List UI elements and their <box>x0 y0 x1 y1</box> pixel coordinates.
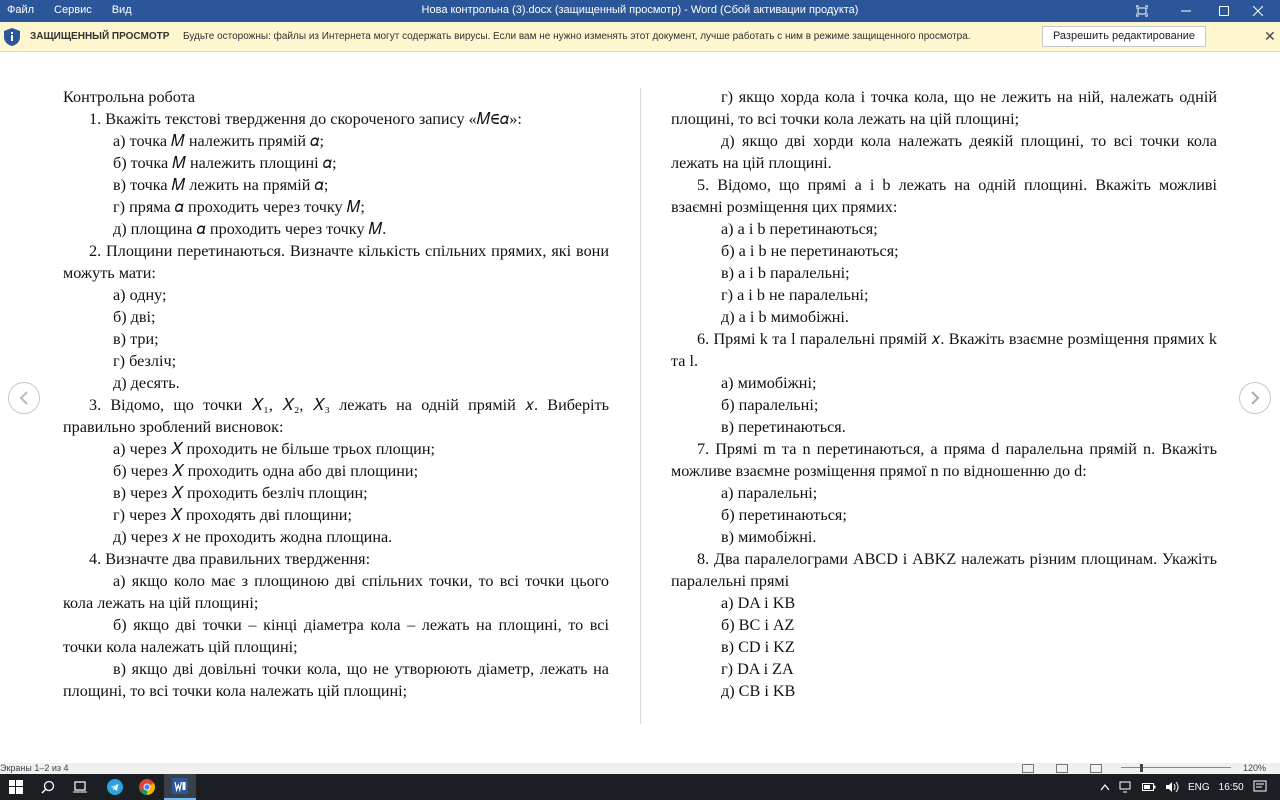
volume-icon[interactable] <box>1165 781 1179 793</box>
word-icon <box>172 778 188 794</box>
answer-option: а) DA і KB <box>721 594 796 612</box>
enable-editing-button[interactable]: Разрешить редактирование <box>1042 26 1206 47</box>
answer-option: б) BC і AZ <box>721 616 795 634</box>
menu-bar <box>0 0 142 22</box>
chrome-icon <box>139 779 155 795</box>
question-paragraph: 7. Прямі m та n перетинаються, а пряма d паралельна прямій n. Вкажіть можливе взаємне розміщення прямої n по відношенню до d: <box>671 440 1217 480</box>
menu-file[interactable]: Файл <box>7 4 35 16</box>
answer-option: г) безліч; <box>113 352 177 370</box>
menu-view[interactable]: Вид <box>111 4 132 16</box>
answer-option: г) якщо хорда кола і точка кола, що не лежить на ній, належать одній площині, то всі точки кола лежать на цій площині; <box>671 88 1217 128</box>
answer-option: б) точка 𝑀 належить площині 𝛼; <box>113 154 337 172</box>
notifications-icon[interactable] <box>1253 780 1267 794</box>
start-button[interactable] <box>0 774 32 800</box>
protected-view-bar <box>0 22 1280 52</box>
answer-option: а) одну; <box>113 286 167 304</box>
answer-option: а) паралельні; <box>721 484 818 502</box>
question-paragraph: 2. Площини перетинаються. Визначте кількість спільних прямих, які вони можуть мати: <box>63 242 609 282</box>
protected-view-title: ЗАЩИЩЕННЫЙ ПРОСМОТР <box>30 31 170 42</box>
zoom-level[interactable]: 120% <box>1243 763 1267 773</box>
answer-option: г) a і b не паралельні; <box>721 286 869 304</box>
zoom-slider-thumb[interactable] <box>1140 764 1143 772</box>
answer-option: б) через 𝑋 проходить одна або дві площини; <box>113 462 419 480</box>
taskbar-chrome[interactable] <box>131 774 163 800</box>
window-title: Нова контрольна (3).docx (защищенный просмотр) - Word (Сбой активации продукта) <box>421 4 859 16</box>
question-paragraph: 8. Два паралелограми ABCD і ABKZ належать різним площинам. Укажіть паралельні прямі <box>671 550 1217 590</box>
answer-option: а) a і b перетинаються; <box>721 220 878 238</box>
answer-option: б) a і b не перетинаються; <box>721 242 899 260</box>
answer-option: д) a і b мимобіжні. <box>721 308 849 326</box>
print-layout-icon[interactable] <box>1056 764 1068 773</box>
maximize-icon <box>1219 6 1229 16</box>
task-view-button[interactable] <box>64 774 96 800</box>
answer-option: в) три; <box>113 330 159 348</box>
language-indicator[interactable]: ENG <box>1188 781 1210 793</box>
column-divider <box>640 88 641 724</box>
menu-tools[interactable]: Сервис <box>54 4 92 16</box>
taskbar-word[interactable] <box>164 774 196 800</box>
answer-option: д) якщо дві хорди кола належать деякій площині, то всі точки кола лежать на цій площині. <box>671 132 1217 172</box>
document-area <box>0 53 1280 763</box>
battery-icon[interactable] <box>1142 782 1156 792</box>
layout-icon <box>1136 5 1148 17</box>
close-icon <box>1253 6 1263 16</box>
view-mode-buttons <box>1022 764 1102 773</box>
answer-option: в) точка 𝑀 лежить на прямій 𝛼; <box>113 176 329 194</box>
protected-view-message: Будьте осторожны: файлы из Интернета могут содержать вирусы. Если вам не нужно изменять этот документ, лучше работать с ним в режиме защищенного просмотра. <box>183 31 971 42</box>
minimize-icon <box>1181 6 1191 16</box>
answer-option: в) CD і KZ <box>721 638 795 656</box>
read-mode-icon[interactable] <box>1022 764 1034 773</box>
answer-option: б) паралельні; <box>721 396 819 414</box>
answer-option: а) мимобіжні; <box>721 374 817 392</box>
question-paragraph: 5. Відомо, що прямі a і b лежать на одній площині. Вкажіть можливі взаємні розміщення цих прямих: <box>671 176 1217 216</box>
web-layout-icon[interactable] <box>1090 764 1102 773</box>
answer-option: д) CB і KB <box>721 682 796 700</box>
answer-option: б) якщо дві точки – кінці діаметра кола – лежать на площині, то всі точки кола належать цій площині; <box>63 616 609 656</box>
answer-option: в) перетинаються. <box>721 418 846 436</box>
question-paragraph: 4. Визначте два правильних твердження: <box>89 550 371 568</box>
answer-option: д) через 𝑥 не проходить жодна площина. <box>113 528 393 546</box>
taskbar <box>0 774 1280 800</box>
answer-option: б) дві; <box>113 308 156 326</box>
answer-option: в) якщо дві довільні точки кола, що не утворюють діаметр, лежать на площині, то всі точки кола належать цій площині; <box>63 660 609 700</box>
document-right-column <box>671 86 1217 702</box>
answer-option: г) пряма 𝛼 проходить через точку 𝑀; <box>113 198 365 216</box>
search-icon <box>41 780 55 794</box>
close-window-button[interactable] <box>1236 0 1280 22</box>
shield-info-icon <box>4 28 20 46</box>
answer-option: а) через 𝑋 проходить не більше трьох площин; <box>113 440 435 458</box>
chevron-up-icon[interactable] <box>1100 783 1110 791</box>
network-icon[interactable] <box>1119 781 1133 793</box>
question-paragraph: 6. Прямі k та l паралельні прямій 𝑥. Вкажіть взаємне розміщення прямих k та l. <box>671 330 1217 370</box>
search-button[interactable] <box>32 774 64 800</box>
chevron-left-icon <box>19 391 29 405</box>
windows-logo-icon <box>9 780 23 794</box>
task-view-icon <box>73 781 87 793</box>
answer-option: а) якщо коло має з площиною дві спільних точки, то всі точки цього кола лежать на цій площині; <box>63 572 609 612</box>
next-page-button[interactable] <box>1239 382 1271 414</box>
close-protected-bar-icon[interactable]: ✕ <box>1264 28 1276 44</box>
zoom-slider[interactable] <box>1121 767 1231 768</box>
question-paragraph: 1. Вкажіть текстові твердження до скороченого запису «𝑀∈𝛼»: <box>89 110 522 128</box>
system-tray <box>1100 774 1267 800</box>
answer-option: в) через 𝑋 проходить безліч площин; <box>113 484 368 502</box>
restore-layout-button[interactable] <box>1120 0 1164 22</box>
answer-option: д) десять. <box>113 374 180 392</box>
chevron-right-icon <box>1250 391 1260 405</box>
answer-option: г) DA і ZA <box>721 660 794 678</box>
answer-option: в) мимобіжні. <box>721 528 817 546</box>
document-left-column <box>63 86 609 702</box>
taskbar-telegram[interactable] <box>99 774 131 800</box>
status-bar <box>0 763 1280 774</box>
answer-option: в) a і b паралельні; <box>721 264 850 282</box>
clock[interactable]: 16:50 <box>1218 781 1244 793</box>
answer-option: д) площина 𝛼 проходить через точку 𝑀. <box>113 220 387 238</box>
previous-page-button[interactable] <box>8 382 40 414</box>
question-paragraph: 3. Відомо, що точки 𝑋₁, 𝑋₂, 𝑋₃ лежать на одній прямій 𝑥. Виберіть правильно зроблений висновок: <box>63 396 609 436</box>
title-bar <box>0 0 1280 22</box>
telegram-icon <box>107 779 123 795</box>
answer-option: г) через 𝑋 проходять дві площини; <box>113 506 352 524</box>
page-counter: Экраны 1–2 из 4 <box>0 763 69 773</box>
answer-option: б) перетинаються; <box>721 506 847 524</box>
answer-option: а) точка 𝑀 належить прямій 𝛼; <box>113 132 325 150</box>
document-heading: Контрольна робота <box>63 88 196 106</box>
